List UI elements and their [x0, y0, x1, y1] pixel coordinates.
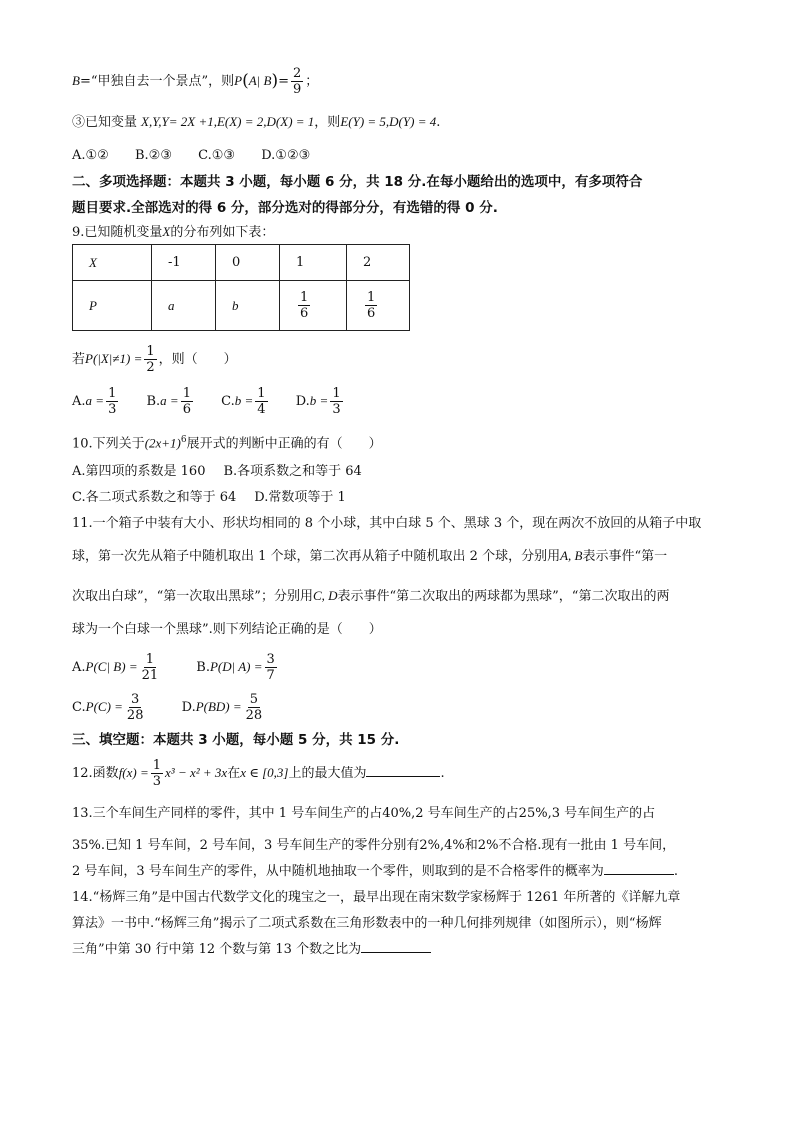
section-2-heading: 二、多项选择题：本题共 3 小题，每小题 6 分，共 18 分.在每小题给出的选项中，有多项符合 — [72, 174, 643, 190]
q13-line3: 2 号车间，3 号车间生产的零件，从中随机地抽取一个零件，则取到的是不合格零件的概率为 . — [72, 864, 678, 879]
q14-line1: 14.“杨辉三角”是中国古代数学文化的瑰宝之一，最早出现在南宋数学家杨辉于 1261 年所著的《详解九章 — [72, 890, 681, 905]
table-cell: a — [152, 281, 216, 331]
event-b-text: =“甲独自去一个景点”，则 — [79, 74, 235, 89]
q11-options-row1 — [72, 652, 279, 683]
q14-line3: 三角”中第 30 行中第 12 个数与第 13 个数之比为 — [72, 940, 431, 960]
q12-line: 12.函数f(x) = $\frac{1}{3}$ x³ − x² + 3x在x ∈ [0,3]上的最大值为 . — [72, 758, 445, 789]
fraction: $\frac{2}{9}$ — [293, 66, 302, 97]
q11-line4: 球为一个白球一个黑球”.则下列结论正确的是（ ） — [72, 622, 382, 637]
event-b: B — [72, 73, 80, 88]
q8-options — [72, 146, 310, 166]
q10-options-row2 — [72, 488, 346, 508]
table-cell: 2 — [347, 245, 410, 281]
table-cell: P — [73, 281, 152, 331]
q10-option-c: C.各二项式系数之和等于 64 — [72, 490, 237, 505]
q14-line2: 算法》一书中.“杨辉三角”揭示了二项式系数在三角形数表中的一种几何排列规律（如图所示），则“杨辉 — [72, 916, 662, 931]
table-cell: $\frac{1}{6}$ — [347, 281, 410, 331]
q8-option-d: D.①②③ — [261, 148, 311, 163]
q11-options-row2 — [72, 692, 266, 723]
q8-option-b: B.②③ — [134, 148, 172, 163]
q9-options — [72, 386, 345, 417]
table-row — [73, 281, 410, 331]
table-cell: 0 — [216, 245, 280, 281]
answer-blank[interactable] — [361, 952, 431, 953]
cond-arg: A| B — [248, 73, 272, 88]
q13-line1: 13.三个车间生产同样的零件，其中 1 号车间生产的占40%,2 号车间生产的占25%,3 号车间生产的占 — [72, 806, 656, 821]
section-2-heading-cont: 题目要求.全部选对的得 6 分，部分选对的得部分分，有选错的得 0 分. — [72, 200, 498, 216]
answer-blank[interactable] — [366, 776, 440, 777]
distribution-table — [72, 244, 410, 331]
q11-line3: 次取出白球”，“第一次取出黑球”；分别用C, D表示事件“第二次取出的两球都为黑球”，“第二次取出的两 — [72, 588, 670, 604]
statement-3-line: ③已知变量 X,Y,Y= 2X +1,E(X) = 2,D(X) = 1，则E(Y) = 5,D(Y) = 4. — [72, 114, 441, 130]
q10-options-row1 — [72, 462, 362, 482]
q8-option-c: C.①③ — [198, 148, 236, 163]
q10-option-d: D.常数项等于 1 — [254, 490, 346, 505]
q13-line2: 35%.已知 1 号车间，2 号车间，3 号车间生产的零件分别有2%,4%和2%不合格.现有一批由 1 号车间， — [72, 838, 676, 853]
q11-line2: 球，第一次先从箱子中随机取出 1 个球，第二次再从箱子中随机取出 2 个球，分别用A, B表示事件“第一 — [72, 548, 668, 564]
table-cell: -1 — [152, 245, 216, 281]
q10-option-a: A.第四项的系数是 160 — [72, 464, 206, 479]
table-cell: X — [73, 245, 152, 281]
table-row — [73, 245, 410, 281]
statement-2-line: B=“甲独自去一个景点”，则P(A| B)= $\frac{2}{9}$ ； — [72, 66, 319, 97]
table-cell: b — [216, 281, 280, 331]
q11-line1: 11.一个箱子中装有大小、形状均相同的 8 个小球，其中白球 5 个、黑球 3 个，现在两次不放回的从箱子中取 — [72, 516, 702, 531]
q9-option-a: A.a = $\frac{1}{3}$ — [72, 386, 117, 417]
q8-option-a: A.①② — [72, 148, 109, 163]
q9-condition: 若P(|X|≠1) = $\frac{1}{2}$ ，则（ ） — [72, 344, 237, 375]
q9-stem: 9.已知随机变量X的分布列如下表： — [72, 224, 275, 240]
answer-blank[interactable] — [604, 874, 674, 875]
q10-option-b: B.各项系数之和等于 64 — [223, 464, 362, 479]
q9-option-d: D.b = $\frac{1}{3}$ — [295, 386, 341, 417]
q11-option-b: B.P(D| A) = $\frac{3}{7}$ — [196, 652, 275, 683]
q11-option-c: C.P(C) = $\frac{3}{28}$ — [72, 692, 144, 723]
q9-option-c: C.b = $\frac{1}{4}$ — [221, 386, 266, 417]
table-cell: 1 — [280, 245, 347, 281]
q11-option-d: D.P(BD) = $\frac{5}{28}$ — [181, 692, 263, 723]
q9-option-b: B.a = $\frac{1}{6}$ — [146, 386, 191, 417]
q10-stem: 10.下列关于$(2x+1)^6$展开式的判断中正确的有（ ） — [72, 435, 382, 452]
section-3-heading: 三、填空题：本题共 3 小题，每小题 5 分，共 15 分. — [72, 732, 400, 748]
table-cell: $\frac{1}{6}$ — [280, 281, 347, 331]
q11-option-a: A.P(C| B) = $\frac{1}{21}$ — [72, 652, 159, 683]
